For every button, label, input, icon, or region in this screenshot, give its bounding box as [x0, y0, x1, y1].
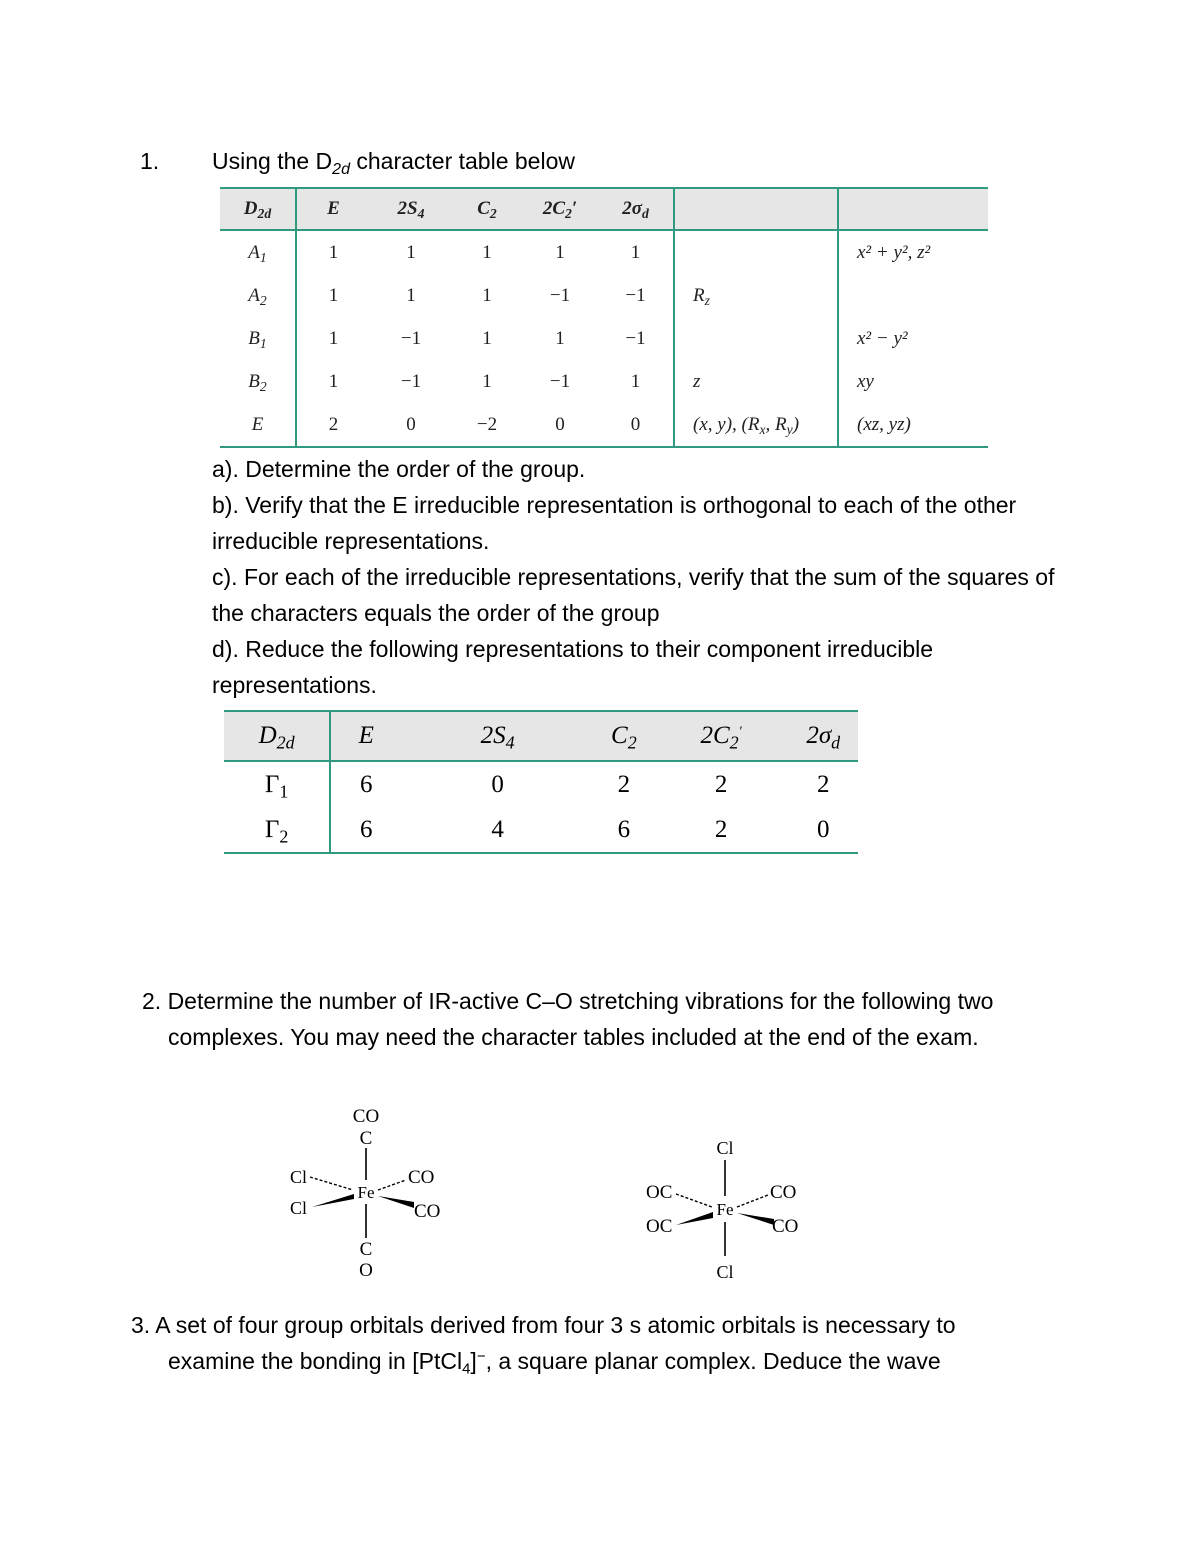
c2-co-upper: CO: [770, 1182, 797, 1203]
irrep-label: E: [220, 403, 296, 447]
character: −1: [625, 284, 646, 306]
character: 1: [630, 241, 641, 263]
quadratic-function: [838, 274, 988, 317]
header-2s4: $2S_4$: [370, 188, 452, 230]
quadratic-function: (xz, yz): [838, 403, 988, 447]
character: 1: [630, 370, 641, 392]
part-a: a). Determine the order of the group.: [212, 456, 586, 482]
character: 1: [555, 327, 565, 349]
c2-co-lower: CO: [772, 1216, 799, 1237]
quadratic-function: xy: [838, 360, 988, 403]
part-c: c). For each of the irreducible representations, verify that the sum of the squares of the characters equals the order of the group: [212, 564, 1055, 626]
q3-text-c: , a square planar complex. Deduce the wave: [485, 1348, 941, 1374]
character: 1: [482, 370, 492, 392]
character: 2: [714, 770, 728, 798]
intro-subscript: 2d: [332, 160, 350, 178]
character: 1: [482, 327, 492, 349]
character: 2: [817, 770, 830, 798]
table-row: [220, 230, 988, 274]
c1-co-lower: CO: [414, 1201, 441, 1222]
d2d-character-table: [220, 187, 988, 448]
header-quadratic: [838, 188, 988, 230]
c2-dashed-bond-oc: [676, 1194, 712, 1207]
reducible-representation-table: [224, 710, 858, 854]
character: −1: [549, 370, 571, 392]
complex-2-structure: [640, 1130, 820, 1285]
header-e: E: [330, 711, 401, 761]
linear-function: [674, 317, 838, 360]
character: 1: [406, 284, 416, 306]
character: 0: [789, 807, 859, 853]
c1-top-o: CO: [352, 1106, 380, 1127]
irrep-label: $B_1$: [220, 317, 296, 360]
table-row: [220, 274, 988, 317]
character: −1: [400, 327, 422, 349]
c2-cl-top: Cl: [716, 1138, 734, 1158]
character: −2: [452, 403, 522, 447]
character: 2: [617, 770, 631, 798]
quadratic-function: x² + y², z²: [838, 230, 988, 274]
character: 4: [401, 807, 594, 853]
c2-oc-upper: OC: [646, 1182, 673, 1203]
header-group: $D_{2d}$: [220, 188, 296, 230]
table-header-row: [220, 188, 988, 230]
part-b: b). Verify that the E irreducible representation is orthogonal to each of the other irreducible representations.: [212, 492, 1017, 554]
character: 0: [598, 403, 674, 447]
character: 1: [328, 370, 339, 392]
c1-wedge-bond-cl: [312, 1194, 354, 1207]
gamma-1-label: $\Gamma_1$: [224, 761, 330, 807]
q3-line-2: examine the bonding in [PtCl$_4$]−, a square planar complex. Deduce the wave: [168, 1347, 941, 1378]
c1-cl-upper: Cl: [290, 1167, 308, 1187]
q3-text-b: ]: [470, 1348, 477, 1374]
table-header-row: [224, 711, 858, 761]
header-group: $D_{2d}$: [224, 711, 330, 761]
linear-function: z: [674, 360, 838, 403]
question-1-parts: [212, 451, 1062, 703]
header-e: E: [296, 188, 370, 230]
linear-function: $R_z$: [674, 274, 838, 317]
c1-wedge-bond-co: [378, 1196, 414, 1208]
c1-bottom-o: O: [359, 1260, 373, 1281]
character: 1: [555, 241, 565, 263]
table-row: [220, 317, 988, 360]
gamma-2-label: $\Gamma_2$: [224, 807, 330, 853]
header-2s4: $2S_4$: [401, 711, 594, 761]
character: 1: [328, 284, 339, 306]
complex-1-structure: [280, 1100, 460, 1285]
character: 1: [406, 241, 416, 263]
intro-text-rest: character table below: [349, 148, 575, 174]
header-2c2prime: $2C_2'$: [522, 188, 598, 230]
character: 0: [522, 403, 598, 447]
c2-metal: Fe: [716, 1200, 734, 1219]
character: 1: [482, 284, 492, 306]
c2-wedge-bond-co: [737, 1213, 774, 1225]
part-d: d). Reduce the following representations to their component irreducible representations.: [212, 636, 934, 698]
c1-co-upper: CO: [408, 1167, 435, 1188]
quadratic-function: x² − y²: [838, 317, 988, 360]
c2-wedge-bond-oc: [676, 1212, 713, 1225]
character: 2: [654, 807, 789, 853]
character: −1: [549, 284, 571, 306]
character: −1: [400, 370, 422, 392]
character: 0: [491, 770, 504, 798]
header-2sigma-d: $2\sigma_d$: [598, 188, 674, 230]
character: 6: [359, 770, 373, 798]
table-row: [220, 403, 988, 447]
header-c2: $C_2$: [594, 711, 654, 761]
character: 6: [330, 807, 401, 853]
table-row: [224, 761, 858, 807]
header-2sigma-d: $2\sigma_d$: [789, 711, 859, 761]
table-row: [224, 807, 858, 853]
header-linear: [674, 188, 838, 230]
character: 1: [328, 241, 339, 263]
c1-top-c: C: [359, 1128, 373, 1149]
character: 1: [328, 327, 339, 349]
q3-text-a: examine the bonding in [PtCl: [168, 1348, 463, 1374]
c1-bottom-c: C: [359, 1239, 373, 1260]
c1-metal: Fe: [357, 1183, 375, 1202]
c2-dashed-bond-co: [737, 1195, 768, 1207]
c1-dashed-bond-cl: [310, 1177, 353, 1190]
c1-dashed-bond-co: [378, 1180, 406, 1190]
intro-text: Using the D: [212, 148, 333, 174]
question-1-intro: [212, 143, 575, 179]
irrep-label: $A_1$: [220, 230, 296, 274]
c1-cl-lower: Cl: [290, 1198, 308, 1218]
linear-function: [674, 230, 838, 274]
character: 6: [594, 807, 654, 853]
linear-function: (x, y), ($R_x$, $R_y$): [674, 403, 838, 447]
question-2-text: 2. Determine the number of IR-active C–O stretching vibrations for the following two complexes. You may need the character tables included at the end of the exam.: [142, 988, 994, 1050]
header-2c2prime: $2C_2'$: [654, 711, 789, 761]
table-row: [220, 360, 988, 403]
character: 0: [370, 403, 452, 447]
character: 2: [296, 403, 370, 447]
character: −1: [625, 327, 646, 349]
character: 1: [482, 241, 492, 263]
question-1-number: 1.: [140, 148, 160, 174]
q3-line-1: 3. A set of four group orbitals derived from four 3 s atomic orbitals is necessary to: [131, 1312, 956, 1338]
question-3-text: [131, 1307, 1081, 1379]
irrep-label: $B_2$: [220, 360, 296, 403]
c2-oc-lower: OC: [646, 1216, 673, 1237]
header-c2: $C_2$: [452, 188, 522, 230]
c2-cl-bottom: Cl: [716, 1262, 734, 1282]
irrep-label: $A_2$: [220, 274, 296, 317]
